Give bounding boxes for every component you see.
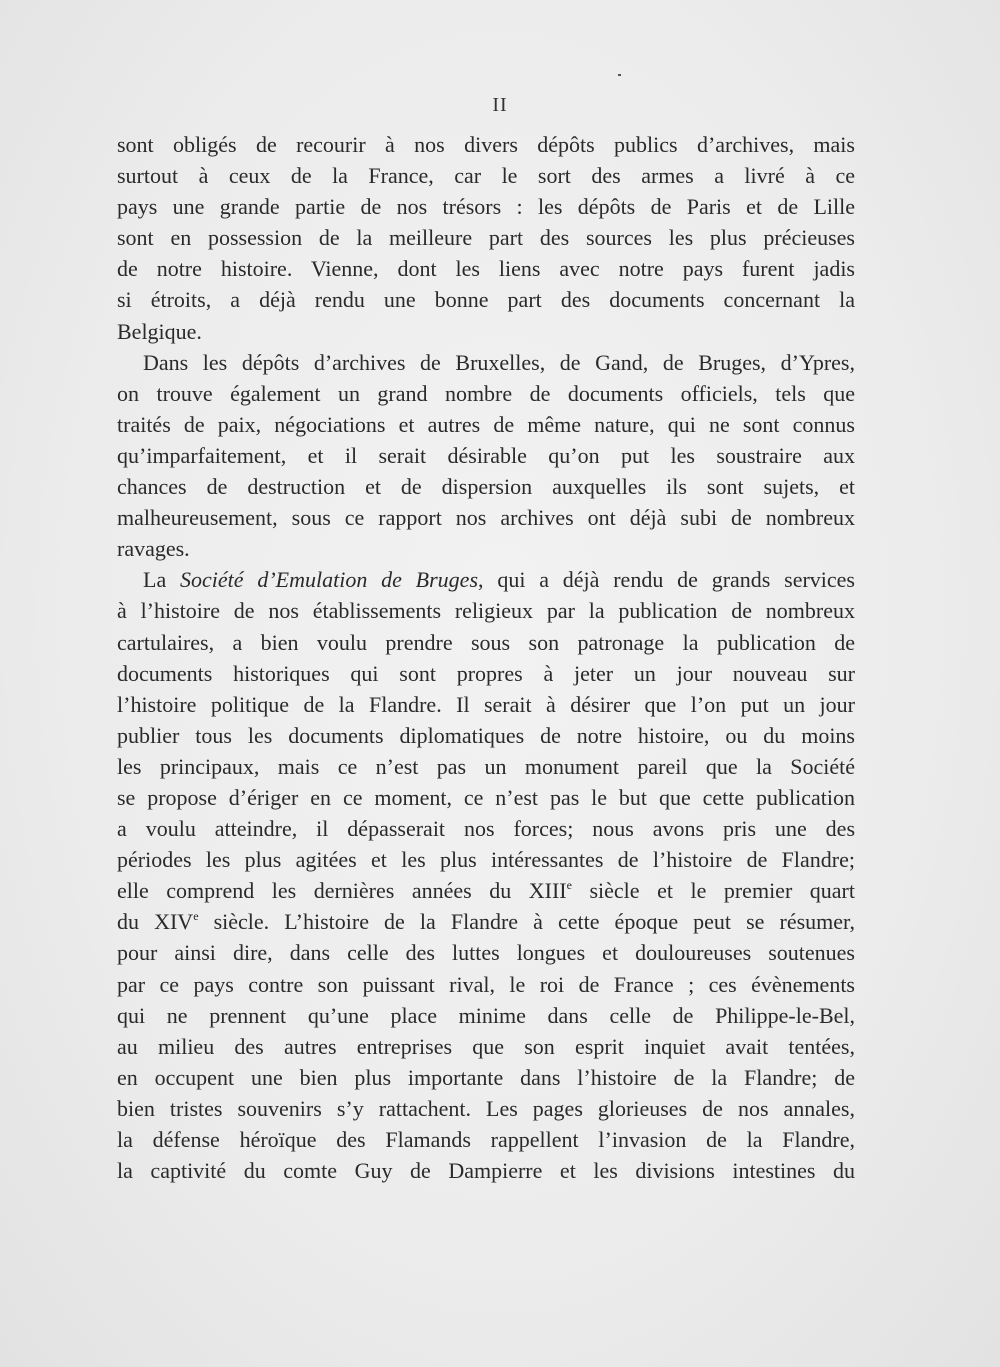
text-line: au milieu des autres entreprises que son esprit inquiet avait tentées, (117, 1033, 855, 1059)
text-line: documents historiques qui sont propres à jeter un jour nouveau sur (117, 660, 855, 686)
body-text (117, 129, 855, 1186)
text-line: la défense héroïque des Flamands rappellent l’invasion de la Flandre, (117, 1127, 855, 1152)
text-line: par ce pays contre son puissant rival, le roi de France ; ces évènements (117, 971, 855, 997)
text-line: si étroits, a déjà rendu une bonne part des documents concernant la (117, 287, 855, 313)
text-line: qu’imparfaitement, et il serait désirable qu’on put les soustraire aux (117, 442, 855, 468)
paragraph-1 (117, 129, 855, 347)
text-line: ravages. (117, 536, 190, 562)
text-line: à l’histoire de nos établissements religieux par la publication de nombreux (117, 598, 855, 624)
paragraph-2 (117, 347, 855, 565)
text-line: sont obligés de recourir à nos divers dépôts publics d’archives, mais (117, 132, 855, 157)
ink-speck (618, 74, 621, 76)
text-line: pays une grande partie de nos trésors : les dépôts de Paris et de Lille (117, 194, 855, 220)
society-name: Société d’Emulation de Bruges (180, 567, 479, 593)
paragraph-3 (117, 564, 855, 1186)
text-line: les principaux, mais ce n’est pas un monument pareil que la Société (117, 753, 855, 779)
text-line: périodes les plus agitées et les plus intéressantes de l’histoire de Flandre; (117, 847, 855, 873)
text-line: on trouve également un grand nombre de documents officiels, tels que (117, 380, 855, 406)
text-line: cartulaires, a bien voulu prendre sous son patronage la publication de (117, 629, 855, 655)
text-line: a voulu atteindre, il dépasserait nos forces; nous avons pris une des (117, 816, 855, 842)
text-line: de notre histoire. Vienne, dont les liens avec notre pays furent jadis (117, 256, 855, 282)
text-line: La Société d’Emulation de Bruges, qui a déjà rendu de grands services (143, 567, 855, 593)
text-line: se propose d’ériger en ce moment, ce n’est pas le but que cette publication (117, 784, 855, 810)
text-line: surtout à ceux de la France, car le sort des armes a livré à ce (117, 163, 855, 189)
text-line: sont en possession de la meilleure part des sources les plus précieuses (117, 225, 855, 251)
text-line: la captivité du comte Guy de Dampierre et les divisions intestines du (117, 1158, 855, 1184)
page-number: II (492, 94, 508, 116)
text-line: l’histoire politique de la Flandre. Il serait à désirer que l’on put un jour (117, 691, 855, 717)
text-line: Dans les dépôts d’archives de Bruxelles, de Gand, de Bruges, d’Ypres, (143, 349, 855, 375)
text-line: chances de destruction et de dispersion auxquelles ils sont sujets, et (117, 474, 855, 500)
text-line: en occupent une bien plus importante dans l’histoire de la Flandre; de (117, 1064, 855, 1090)
text-line: traités de paix, négociations et autres de même nature, qui ne sont connus (117, 411, 855, 437)
text-line: Belgique. (117, 318, 202, 344)
text-line: bien tristes souvenirs s’y rattachent. Les pages glorieuses de nos annales, (117, 1095, 855, 1121)
text-line: publier tous les documents diplomatiques de notre histoire, ou du moins (117, 722, 855, 748)
text-line: du XIVe siècle. L’histoire de la Flandre à cette époque peut se résumer, (117, 909, 855, 935)
text-line: qui ne prennent qu’une place minime dans celle de Philippe-le-Bel, (117, 1002, 855, 1028)
text-line: malheureusement, sous ce rapport nos archives ont déjà subi de nombreux (117, 505, 855, 531)
text-line: pour ainsi dire, dans celle des luttes longues et douloureuses soutenues (117, 940, 855, 966)
text-line: elle comprend les dernières années du XIIIe siècle et le premier quart (117, 878, 855, 904)
